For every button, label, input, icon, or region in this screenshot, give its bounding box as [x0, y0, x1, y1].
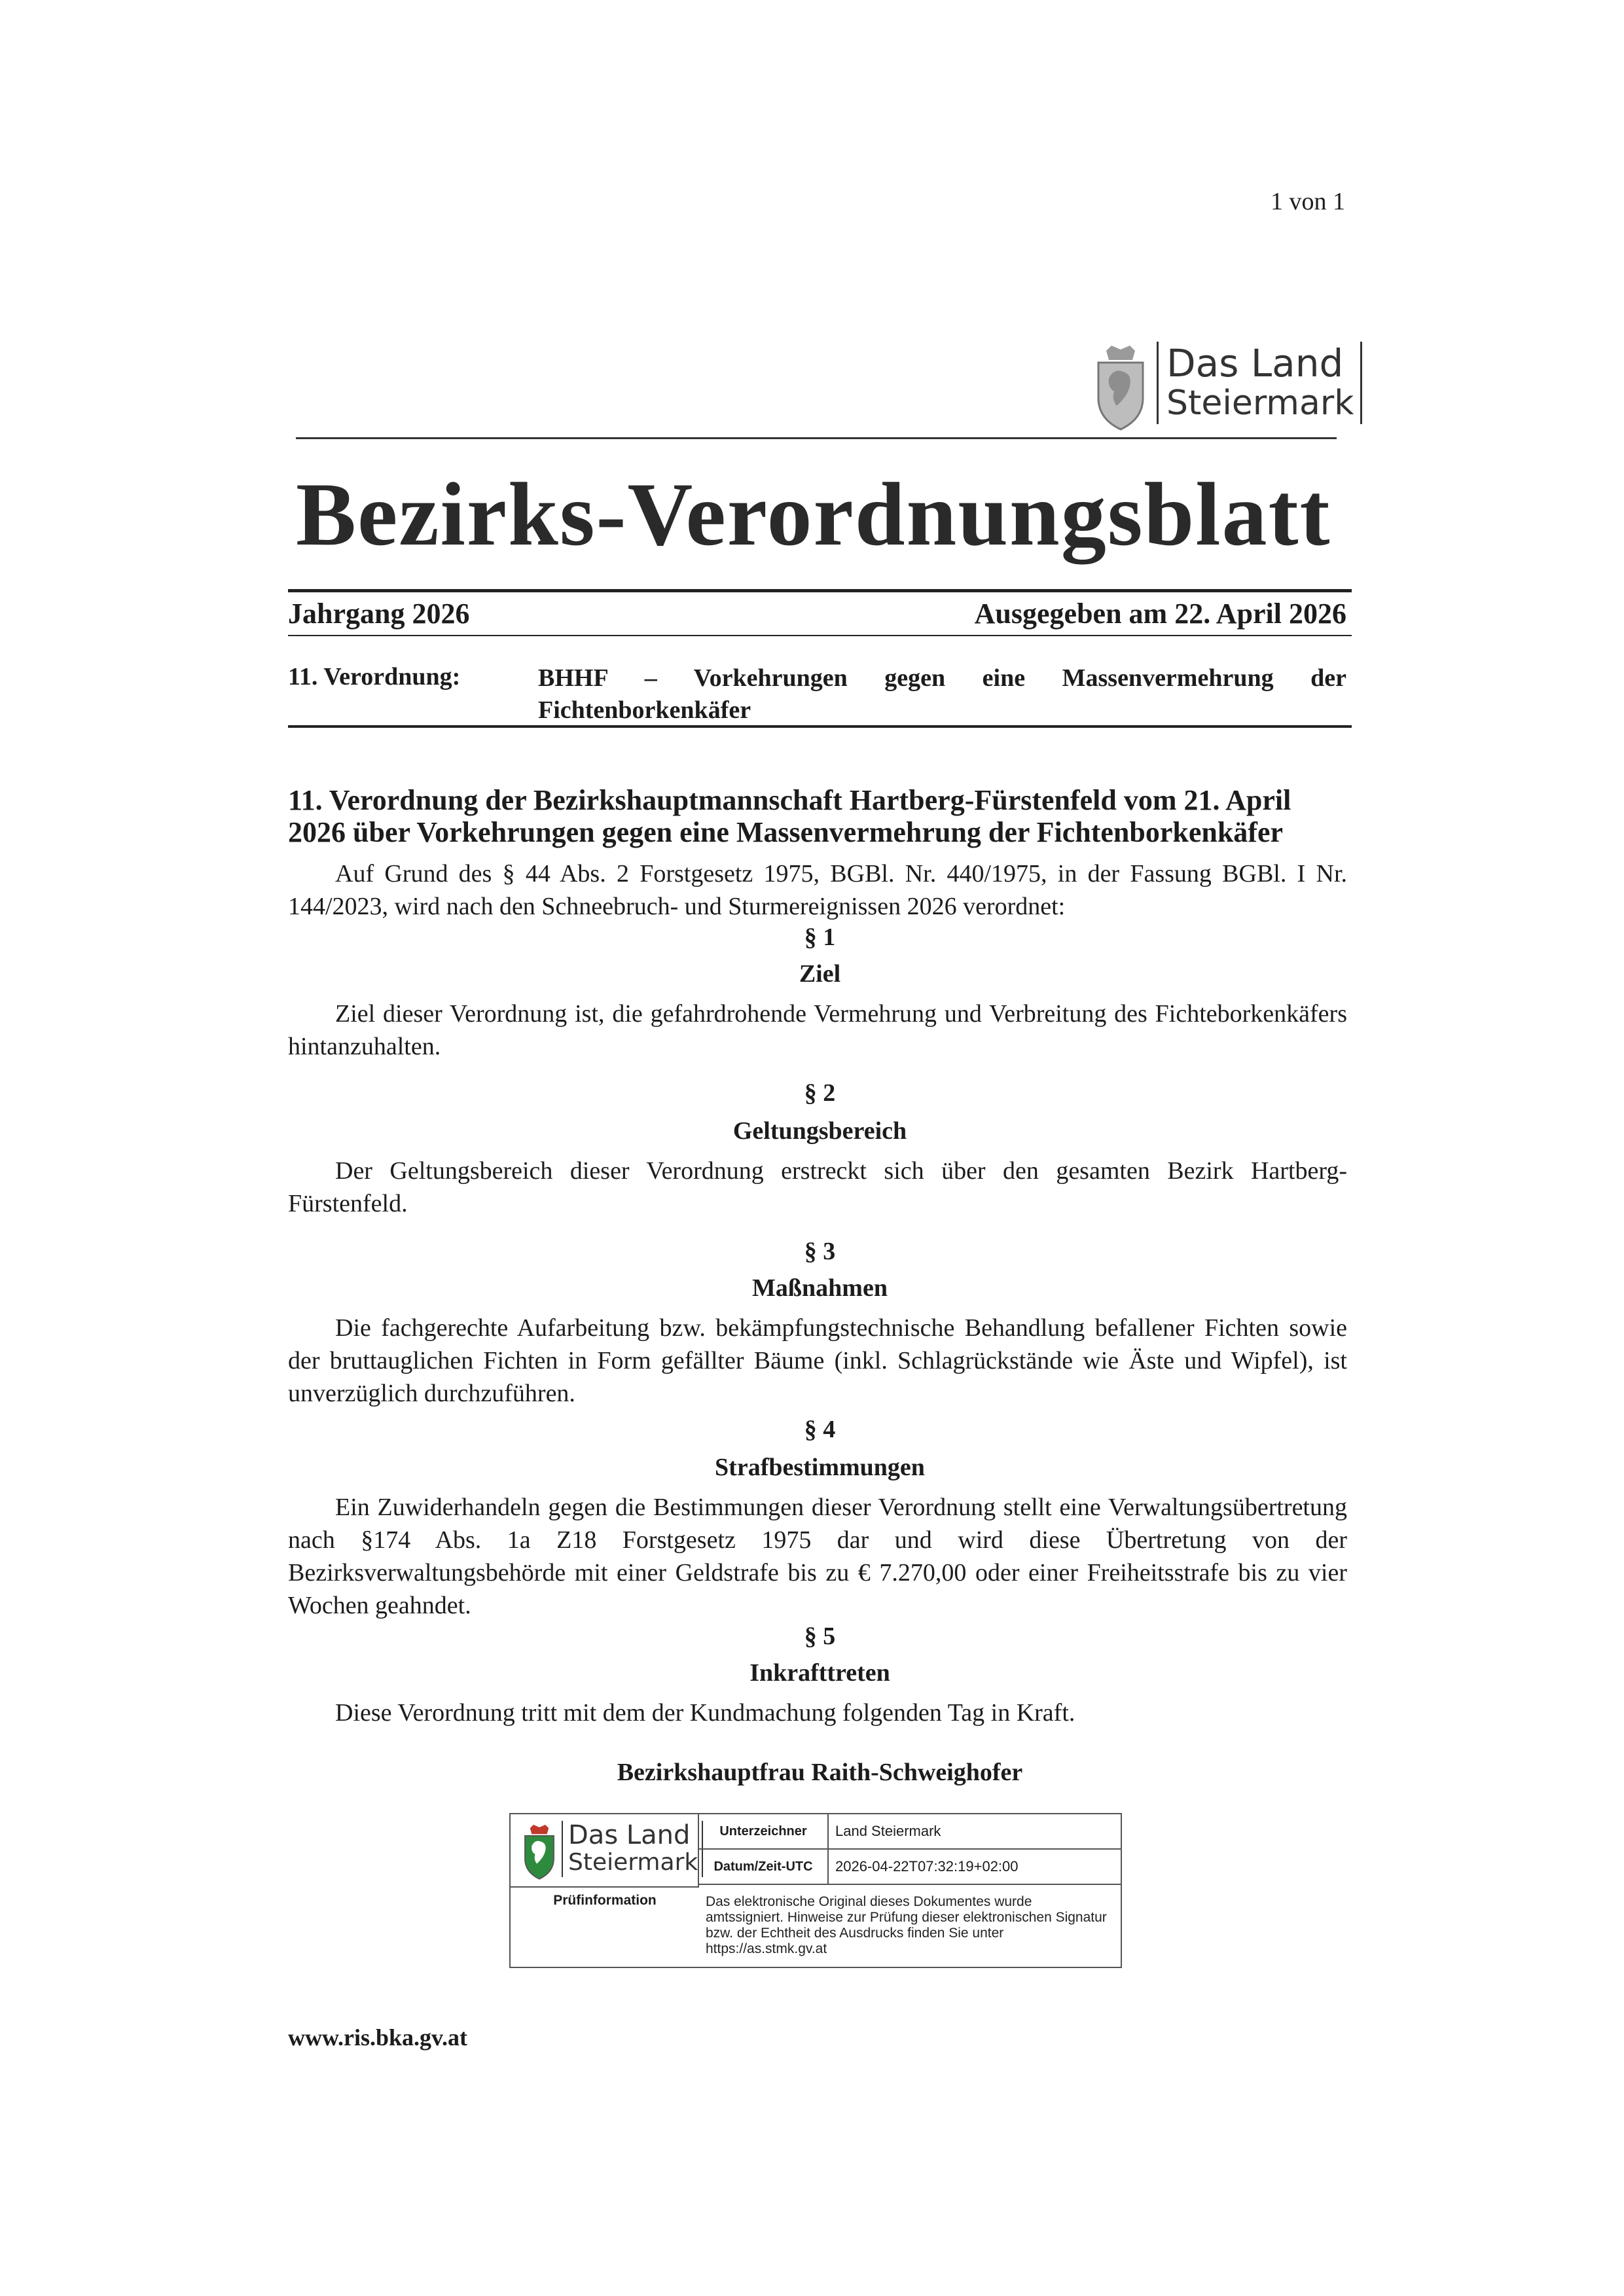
section-1-title: Ziel — [799, 960, 841, 988]
section-1-text: Ziel dieser Verordnung ist, die gefahrdrohende Vermehrung und Verbreitung des Fichteborkenkäfers hintanzuhalten. — [288, 1000, 1347, 1061]
steiermark-coat-of-arms-icon — [1094, 346, 1147, 431]
datum-value: 2026-04-22T07:32:19+02:00 — [828, 1849, 1121, 1884]
section-4-title: Strafbestimmungen — [715, 1454, 925, 1481]
section-2-title: Geltungsbereich — [732, 1117, 907, 1145]
page-title: Bezirks-Verordnungsblatt — [296, 464, 1331, 564]
signature-logo-line-1: Das Land — [568, 1820, 691, 1850]
datum-label: Datum/Zeit-UTC — [699, 1849, 828, 1884]
footer-url: www.ris.bka.gv.at — [288, 2024, 468, 2051]
page-number: 1 von 1 — [1271, 188, 1345, 215]
logo-line-1: Das Land — [1166, 341, 1344, 386]
land-steiermark-logo — [1094, 341, 1354, 441]
signature-logo-wordmark — [562, 1821, 703, 1877]
signature-logo — [511, 1814, 699, 1888]
signature-table — [699, 1814, 1121, 1885]
summary-label: 11. Verordnung: — [288, 663, 461, 691]
steiermark-coat-of-arms-icon — [522, 1825, 556, 1880]
pruefinformation-text: Das elektronische Original dieses Dokumentes wurde amtssigniert. Hinweise zur Prüfung dieser elektronischen Signatur bzw. der Echtheit des Ausdrucks finden Sie unter https://as.stmk.gv.at — [706, 1894, 1107, 1957]
signature-logo-line-2: Steiermark — [568, 1849, 698, 1876]
section-4-number: § 4 — [804, 1416, 836, 1443]
logo-line-2: Steiermark — [1166, 384, 1354, 423]
logo-wordmark — [1157, 342, 1362, 424]
divider-thick — [288, 589, 1352, 592]
table-row — [699, 1814, 1121, 1849]
section-4-text: Ein Zuwiderhandeln gegen die Bestimmungen dieser Verordnung stellt eine Verwaltungsübertretung nach §174 Abs. 1a Z18 Forstgesetz 1975 dar und wird diese Übertretung von der Bezirksverwaltungsbehörde mit einer Geldstrafe bis zu € 7.270,00 oder einer Freiheitsstrafe bis zu vier Wochen geahndet. — [288, 1494, 1347, 1620]
jahrgang: Jahrgang 2026 — [288, 598, 470, 630]
summary-text: BHHF – Vorkehrungen gegen eine Massenvermehrung der Fichtenborkenkäfer — [538, 664, 1346, 725]
unterzeichner-label: Unterzeichner — [699, 1814, 828, 1849]
section-2-number: § 2 — [804, 1079, 836, 1107]
section-5-title: Inkrafttreten — [749, 1659, 890, 1687]
section-3-title: Maßnahmen — [752, 1274, 888, 1302]
section-2-text: Der Geltungsbereich dieser Verordnung erstreckt sich über den gesamten Bezirk Hartberg-Fürstenfeld. — [288, 1157, 1347, 1218]
pruefinformation-label: Prüfinformation — [553, 1893, 657, 1908]
section-5-number: § 5 — [804, 1623, 836, 1650]
table-row — [699, 1849, 1121, 1884]
section-3-text: Die fachgerechte Aufarbeitung bzw. bekämpfungstechnische Behandlung befallener Fichten sowie der bruttauglichen Fichten in Form gefällter Bäume (inkl. Schlagrückstände wie Äste und Wipfel), ist unverzüglich durchzuführen. — [288, 1314, 1347, 1408]
section-1-number: § 1 — [804, 924, 836, 951]
signature-box — [509, 1813, 1122, 1968]
divider-thin — [288, 635, 1352, 636]
divider-top — [296, 437, 1337, 439]
issue-date: Ausgegeben am 22. April 2026 — [974, 598, 1346, 630]
section-3-number: § 3 — [804, 1238, 836, 1265]
section-5-text: Diese Verordnung tritt mit dem der Kundmachung folgenden Tag in Kraft. — [335, 1699, 1075, 1727]
signer: Bezirkshauptfrau Raith-Schweighofer — [617, 1759, 1023, 1786]
divider-bottom — [288, 725, 1352, 728]
unterzeichner-value: Land Steiermark — [828, 1814, 1121, 1849]
regulation-heading: 11. Verordnung der Bezirkshauptmannschaft Hartberg-Fürstenfeld vom 21. April 2026 über Vorkehrungen gegen eine Massenvermehrung der Fichtenborkenkäfer — [288, 784, 1291, 849]
preamble: Auf Grund des § 44 Abs. 2 Forstgesetz 1975, BGBl. Nr. 440/1975, in der Fassung BGBl. I Nr. 144/2023, wird nach den Schneebruch- und Sturmereignissen 2026 verordnet: — [288, 860, 1347, 921]
